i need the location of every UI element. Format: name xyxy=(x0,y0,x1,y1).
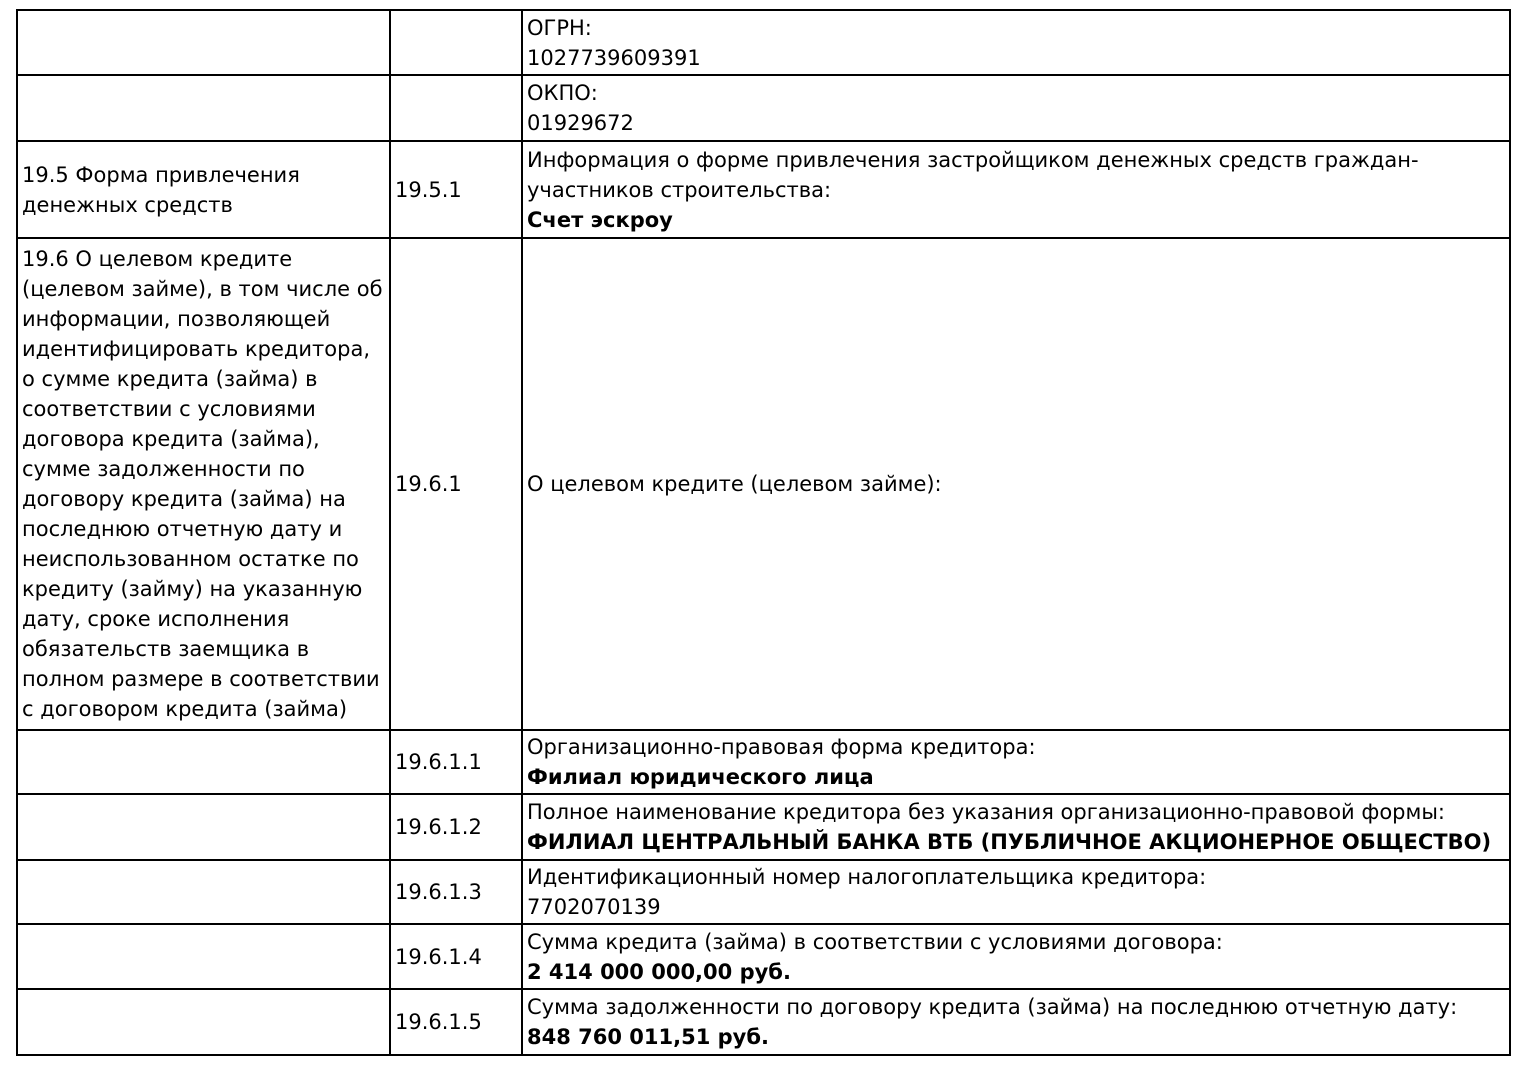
field-label: Сумма кредита (займа) в соответствии с условиями договора: xyxy=(527,929,1223,954)
item-number-cell xyxy=(390,238,522,730)
table-row xyxy=(17,238,1510,730)
item-number: 19.6.1.5 xyxy=(395,1010,482,1034)
field-label: ОГРН: xyxy=(527,15,592,40)
section-cell xyxy=(17,989,390,1055)
table-row xyxy=(17,75,1510,141)
section-cell xyxy=(17,238,390,730)
section-title: 19.6 О целевом кредите (целевом займе), в том числе об информации, позволяющей идентифицировать кредитора, о сумме кредита (займа) в соответствии с условиями договора кредита (займа), сумме задолженности по договору кредита (займа) на последнюю отчетную дату и неиспользованном остатке по кредиту (займу) на указанную дату, сроке исполнения обязательств заемщика в полном размере в соответствии с договором кредита (займа) xyxy=(22,247,383,721)
table-row xyxy=(17,10,1510,75)
section-cell xyxy=(17,75,390,141)
field-value: 1027739609391 xyxy=(527,45,701,70)
info-cell xyxy=(522,10,1510,75)
info-cell xyxy=(522,141,1510,238)
item-number-cell xyxy=(390,730,522,794)
declaration-table xyxy=(16,9,1511,1056)
item-number-cell xyxy=(390,989,522,1055)
field-value: ФИЛИАЛ ЦЕНТРАЛЬНЫЙ БАНКА ВТБ (ПУБЛИЧНОЕ АКЦИОНЕРНОЕ ОБЩЕСТВО) xyxy=(527,830,1492,854)
item-number: 19.5.1 xyxy=(395,177,462,202)
item-number: 19.6.1.1 xyxy=(395,750,482,774)
section-cell xyxy=(17,730,390,794)
field-value: Счет эскроу xyxy=(527,207,673,232)
info-cell xyxy=(522,860,1510,924)
info-cell xyxy=(522,794,1510,860)
field-label: ОКПО: xyxy=(527,81,598,105)
table-row xyxy=(17,141,1510,238)
field-label: Информация о форме привлечения застройщиком денежных средств граждан-участников строительства: xyxy=(527,147,1419,202)
table-row xyxy=(17,924,1510,989)
field-label: О целевом кредите (целевом займе): xyxy=(527,472,942,496)
section-cell xyxy=(17,924,390,989)
field-value: 2 414 000 000,00 руб. xyxy=(527,959,791,984)
field-value: 7702070139 xyxy=(527,895,661,919)
table-row xyxy=(17,794,1510,860)
field-label: Организационно-правовая форма кредитора: xyxy=(527,735,1036,759)
item-number-cell xyxy=(390,794,522,860)
info-cell xyxy=(522,924,1510,989)
field-label: Полное наименование кредитора без указания организационно-правовой формы: xyxy=(527,800,1446,824)
item-number-cell xyxy=(390,141,522,238)
section-cell xyxy=(17,10,390,75)
section-cell xyxy=(17,794,390,860)
field-value: Филиал юридического лица xyxy=(527,765,874,789)
table-row xyxy=(17,860,1510,924)
item-number: 19.6.1.2 xyxy=(395,815,482,839)
info-cell xyxy=(522,75,1510,141)
section-cell xyxy=(17,141,390,238)
item-number-cell xyxy=(390,75,522,141)
field-value: 848 760 011,51 руб. xyxy=(527,1025,770,1049)
item-number-cell xyxy=(390,10,522,75)
info-cell xyxy=(522,238,1510,730)
field-label: Сумма задолженности по договору кредита (займа) на последнюю отчетную дату: xyxy=(527,995,1458,1019)
item-number-cell xyxy=(390,924,522,989)
section-title: 19.5 Форма привлечения денежных средств xyxy=(22,162,300,217)
field-label: Идентификационный номер налогоплательщика кредитора: xyxy=(527,865,1207,889)
item-number: 19.6.1.3 xyxy=(395,880,482,904)
item-number: 19.6.1 xyxy=(395,472,462,496)
item-number: 19.6.1.4 xyxy=(395,944,482,969)
section-cell xyxy=(17,860,390,924)
info-cell xyxy=(522,989,1510,1055)
item-number-cell xyxy=(390,860,522,924)
table-row xyxy=(17,989,1510,1055)
table-row xyxy=(17,730,1510,794)
info-cell xyxy=(522,730,1510,794)
field-value: 01929672 xyxy=(527,111,634,135)
